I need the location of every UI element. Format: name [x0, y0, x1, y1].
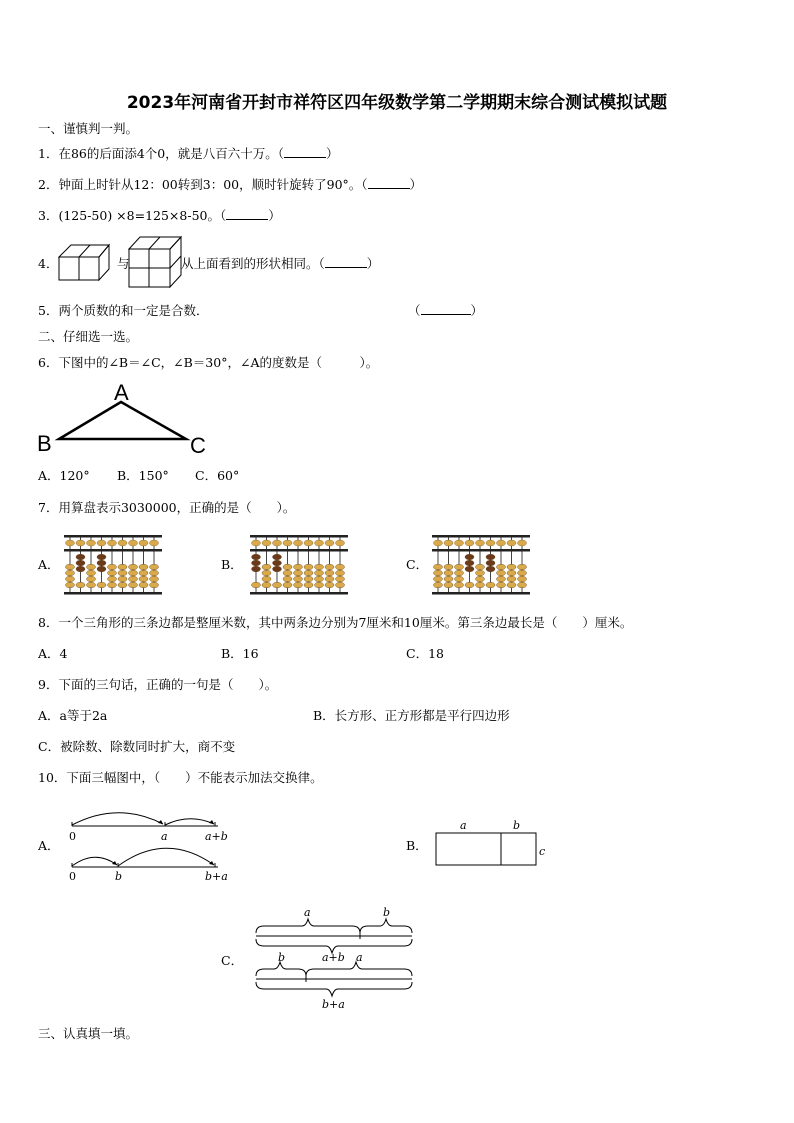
abacus-bead [315, 570, 324, 576]
q6-option-b[interactable]: B．150° [117, 468, 169, 483]
abacus-bead [87, 540, 96, 546]
abacus-bead [434, 582, 443, 588]
abacus-bead [325, 540, 334, 546]
abacus-bead [465, 554, 474, 560]
abacus-bead [444, 576, 453, 582]
answer-blank-1[interactable] [284, 157, 326, 158]
q6-option-a[interactable]: A．120° [38, 468, 90, 483]
abacus-bead [476, 576, 485, 582]
cuboid-figure-2 [128, 236, 182, 288]
abacus-bead [294, 564, 303, 570]
abacus-bead [283, 570, 292, 576]
fig-a-zero-2: 0 [69, 870, 76, 883]
abacus-bead [465, 566, 474, 572]
abacus-a [64, 535, 162, 595]
question-5-close: ） [470, 303, 484, 318]
abacus-bead [507, 576, 516, 582]
abacus-c [432, 535, 530, 595]
abacus-bead [455, 576, 464, 582]
abacus-bead [325, 564, 334, 570]
abacus-bead [325, 576, 334, 582]
fig-a-label-a: a [161, 830, 168, 843]
abacus-bead [497, 564, 506, 570]
question-10-text: 10．下面三幅图中，（ ）不能表示加法交换律。 [38, 770, 323, 785]
question-3-close: ） [268, 208, 281, 223]
abacus-bead [76, 554, 85, 560]
question-5-open: （ [408, 303, 421, 318]
abacus-bead [252, 582, 261, 588]
abacus-bead [283, 582, 292, 588]
abacus-bead [486, 554, 495, 560]
rectangle-shape [436, 833, 536, 865]
abacus-bead [336, 582, 345, 588]
abacus-bead [507, 570, 516, 576]
abacus-bead [315, 576, 324, 582]
abacus-bead [273, 540, 282, 546]
abacus-bead [139, 540, 148, 546]
abacus-bead [294, 540, 303, 546]
abacus-bead [262, 582, 271, 588]
abacus-bead [455, 582, 464, 588]
abacus-bead [129, 576, 138, 582]
abacus-bead [336, 564, 345, 570]
abacus-bead [304, 564, 313, 570]
q10-option-b[interactable]: B． [406, 838, 428, 853]
abacus-bead [150, 540, 159, 546]
section-3-heading: 三、认真填一填。 [38, 1026, 139, 1041]
abacus-bead [518, 564, 527, 570]
abacus-bead [476, 570, 485, 576]
abacus-bead [315, 564, 324, 570]
abacus-bead [476, 564, 485, 570]
abacus-bead [304, 570, 313, 576]
question-4-mid: 与 [117, 256, 130, 271]
arc-a [72, 813, 163, 825]
q10-option-c[interactable]: C． [221, 953, 244, 968]
abacus-bead [76, 582, 85, 588]
number-line-figure [60, 805, 240, 885]
abacus-bead [283, 564, 292, 570]
fig-c-label-b-2: b [278, 951, 286, 964]
fig-c-label-apb: a+b [322, 951, 345, 964]
abacus-bead [87, 564, 96, 570]
abacus-bead [66, 540, 75, 546]
fig-c-label-bpa: b+a [322, 998, 345, 1011]
abacus-bead [129, 582, 138, 588]
fig-a-label-apb: a+b [205, 830, 228, 843]
q7-option-b[interactable]: B． [221, 557, 243, 572]
abacus-bead [129, 564, 138, 570]
question-1 [38, 146, 339, 162]
q9-option-c[interactable]: C．被除数、除数同时扩大，商不变 [38, 739, 236, 754]
fig-b-label-b: b [513, 819, 521, 832]
abacus-bead [455, 564, 464, 570]
section-1-heading: 一、谨慎判一判。 [38, 121, 139, 136]
q9-option-b[interactable]: B．长方形、正方形都是平行四边形 [313, 708, 510, 723]
abacus-bead [97, 554, 106, 560]
abacus-bead [118, 570, 127, 576]
abacus-bead [139, 582, 148, 588]
abacus-bead [497, 576, 506, 582]
abacus-bead [283, 540, 292, 546]
vertex-b-label: B [37, 431, 52, 456]
fig-a-label-bpa: b+a [205, 870, 228, 883]
fig-b-label-a: a [460, 819, 467, 832]
abacus-bead [434, 564, 443, 570]
abacus-bead [434, 540, 443, 546]
fig-c-label-a-2: a [356, 951, 363, 964]
question-3-text: 3．(125-50) ×8=125×8-50。（ [38, 208, 227, 223]
abacus-bead [87, 576, 96, 582]
abacus-bead [465, 582, 474, 588]
question-4-text: 从上面看到的形状相同。（ [181, 256, 325, 271]
question-1-close: ） [326, 146, 339, 161]
abacus-bead [118, 576, 127, 582]
abacus-bead [497, 540, 506, 546]
abacus-bead [304, 576, 313, 582]
question-4-number: 4． [38, 256, 59, 271]
abacus-bead [497, 570, 506, 576]
question-2 [38, 177, 422, 193]
abacus-bead [304, 540, 313, 546]
q10-option-a[interactable]: A． [38, 838, 60, 853]
abacus-bead [66, 582, 75, 588]
question-1-text: 1．在86的后面添4个0，就是八百六十万。（ [38, 146, 285, 161]
abacus-bead [486, 560, 495, 566]
segment-figure [248, 903, 423, 1018]
fig-b-label-c: c [539, 845, 546, 858]
abacus-bead [465, 560, 474, 566]
answer-blank-5[interactable] [421, 314, 471, 315]
abacus-bead [108, 570, 117, 576]
abacus-bead [150, 564, 159, 570]
abacus-bead [97, 540, 106, 546]
abacus-bead [76, 560, 85, 566]
question-7-text: 7．用算盘表示3030000，正确的是（ ）。 [38, 500, 296, 515]
question-6-text: 6．下图中的∠B＝∠C，∠B＝30°，∠A的度数是（ ）。 [38, 355, 379, 370]
abacus-bead [66, 576, 75, 582]
abacus-bead [150, 582, 159, 588]
abacus-bead [507, 564, 516, 570]
q6-option-c[interactable]: C．60° [195, 468, 240, 483]
q8-option-c[interactable]: C．18 [406, 646, 444, 661]
vertex-c-label: C [190, 433, 206, 458]
abacus-bead [262, 564, 271, 570]
abacus-bead [434, 576, 443, 582]
fig-c-label-b-1: b [383, 906, 391, 919]
abacus-bead [315, 582, 324, 588]
abacus-bead [465, 540, 474, 546]
abacus-b [250, 535, 348, 595]
abacus-bead [108, 582, 117, 588]
abacus-bead [507, 582, 516, 588]
question-9-text: 9．下面的三句话，正确的一句是（ ）。 [38, 677, 278, 692]
abacus-bead [273, 554, 282, 560]
triangle-shape [59, 402, 186, 439]
abacus-bead [486, 582, 495, 588]
abacus-bead [444, 570, 453, 576]
q8-option-a[interactable]: A．4 [38, 646, 68, 661]
answer-blank-4[interactable] [325, 267, 367, 268]
q7-option-a[interactable]: A． [38, 557, 60, 572]
abacus-bead [252, 554, 261, 560]
abacus-bead [273, 582, 282, 588]
question-8-text: 8．一个三角形的三条边都是整厘米数，其中两条边分别为7厘米和10厘米。第三条边最长是（ ）厘米。 [38, 615, 633, 630]
page-title: 2023年河南省开封市祥符区四年级数学第二学期期末综合测试模拟试题 [126, 93, 668, 113]
abacus-bead [455, 540, 464, 546]
abacus-bead [273, 560, 282, 566]
abacus-bead [497, 582, 506, 588]
abacus-bead [150, 570, 159, 576]
q7-option-c[interactable]: C． [406, 557, 429, 572]
abacus-bead [108, 540, 117, 546]
abacus-bead [108, 564, 117, 570]
abacus-bead [476, 540, 485, 546]
abacus-bead [262, 540, 271, 546]
abacus-bead [273, 566, 282, 572]
abacus-bead [283, 576, 292, 582]
abacus-bead [444, 582, 453, 588]
cuboid-figure-1 [58, 243, 110, 281]
abacus-bead [76, 540, 85, 546]
abacus-bead [518, 576, 527, 582]
abacus-bead [129, 540, 138, 546]
abacus-bead [486, 566, 495, 572]
abacus-bead [108, 576, 117, 582]
abacus-bead [294, 576, 303, 582]
abacus-bead [76, 566, 85, 572]
abacus-bead [87, 570, 96, 576]
answer-blank-2[interactable] [368, 188, 410, 189]
abacus-bead [304, 582, 313, 588]
abacus-bead [486, 540, 495, 546]
abacus-bead [336, 570, 345, 576]
vertex-a-label: A [114, 380, 129, 405]
abacus-bead [336, 576, 345, 582]
abacus-bead [97, 582, 106, 588]
abacus-bead [118, 564, 127, 570]
question-4 [181, 256, 379, 272]
abacus-bead [444, 540, 453, 546]
abacus-bead [476, 582, 485, 588]
abacus-bead [518, 570, 527, 576]
abacus-bead [455, 570, 464, 576]
abacus-bead [150, 576, 159, 582]
abacus-bead [325, 570, 334, 576]
abacus-bead [139, 570, 148, 576]
question-3 [38, 208, 281, 224]
abacus-bead [66, 564, 75, 570]
rectangle-figure [434, 815, 554, 870]
section-2-heading: 二、仔细选一选。 [38, 329, 139, 344]
question-5-text: 5．两个质数的和一定是合数． [38, 303, 209, 318]
question-5-answer [408, 303, 483, 319]
abacus-bead [97, 560, 106, 566]
triangle-figure [34, 378, 214, 460]
abacus-bead [139, 564, 148, 570]
fig-a-label-b: b [115, 870, 123, 883]
fig-c-label-a-1: a [304, 906, 311, 919]
fig-a-zero-1: 0 [69, 830, 76, 843]
abacus-bead [444, 564, 453, 570]
abacus-bead [97, 566, 106, 572]
abacus-bead [129, 570, 138, 576]
abacus-bead [294, 570, 303, 576]
abacus-bead [434, 570, 443, 576]
abacus-bead [325, 582, 334, 588]
answer-blank-3[interactable] [226, 219, 268, 220]
question-2-text: 2．钟面上时针从12：00转到3：00，顺时针旋转了90°。（ [38, 177, 368, 192]
abacus-bead [336, 540, 345, 546]
abacus-bead [518, 540, 527, 546]
abacus-bead [139, 576, 148, 582]
abacus-bead [252, 540, 261, 546]
abacus-bead [294, 582, 303, 588]
abacus-bead [118, 540, 127, 546]
question-4-close: ） [366, 256, 380, 271]
abacus-bead [315, 540, 324, 546]
abacus-bead [118, 582, 127, 588]
abacus-bead [87, 582, 96, 588]
q9-option-a[interactable]: A．a等于2a [38, 708, 108, 723]
abacus-bead [252, 560, 261, 566]
abacus-bead [507, 540, 516, 546]
abacus-bead [518, 582, 527, 588]
question-2-close: ） [409, 177, 423, 192]
abacus-bead [262, 570, 271, 576]
q8-option-b[interactable]: B．16 [221, 646, 259, 661]
arc-b [165, 819, 214, 825]
abacus-bead [66, 570, 75, 576]
abacus-bead [262, 576, 271, 582]
abacus-bead [252, 566, 261, 572]
